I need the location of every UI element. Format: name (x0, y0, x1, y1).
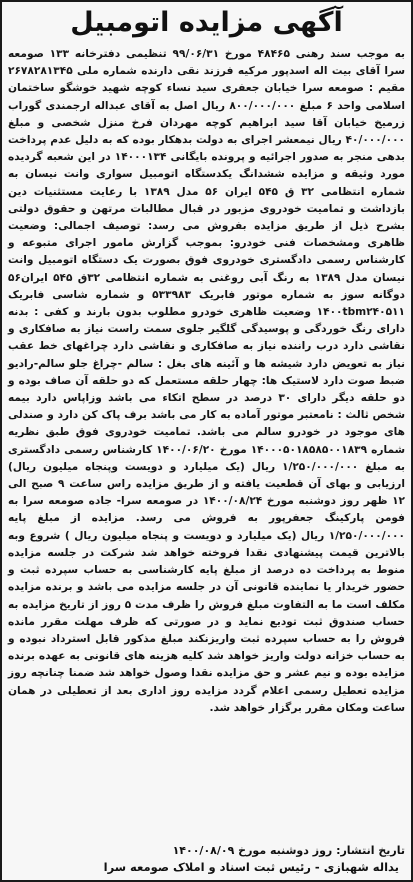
signature-line: یداله شهبازی - رئیس ثبت اسناد و املاک صومعه سرا (103, 860, 399, 874)
notice-footer (8, 842, 405, 876)
notice-body-text: به موجب سند رهنی ۴۸۴۶۵ مورخ ۹۹/۰۶/۳۱ تنظیمی دفترخانه ۱۳۳ صومعه سرا آقای بیت اله اسدپور مرکیه فرزند نقی دارنده شماره ملی ۲۶۷۸۲۸۱۳۴۵ مقیم : صومعه سرا خیابان جعفری سید نساء کوچه شهید خوشگو ساختمان اسلامی واحد ۶ مبلغ ۸۰۰/۰۰۰/۰۰۰ ریال اصل به آقای عبداله ارجمندی گوراب زرمیخ خیابان آقا سید ابراهیم کوچه مهردان فرخ منزل شخصی و مبلغ ۴۰/۰۰۰/۰۰۰ ریال نیمعشر اجرای به دولت بدهکار بوده که به دلیل عدم پرداخت بدهی منجر به صدور اجرائیه و پرونده بایگانی ۱۴۰۰۰۱۳۴ در این شعبه گردیده مورد وثیقه و مزایده ششدانگ یکدستگاه اتومبیل سواری وانت نیسان به شماره انتظامی ۳۲ ق ۵۴۵ ایران ۵۶ مدل ۱۳۸۹ با رعایت مستثنیات دین بازداشت و تمامیت خودروی مزبور در قبال مطالبات مرتهن و حقوق دولتی بشرح ذیل از طریق مزایده بفروش می رسد: توصیف اجمالی: وضعیت ظاهری ومشخصات فنی خودرو: بموجب گزارش مامور اجرای متبوعه و کارشناس رسمی دادگستری خودروی فوق بصورت یک دستگاه اتومبیل وانت نیسان مدل ۱۳۸۹ به رنگ آبی روغنی به شماره انتظامی ۳۲ق ۵۴۵ ایران۵۶ دوگانه سوز به شماره موتور فابریک ۵۳۳۹۸۳ و شماره شاسی فابریک ۱۴۰۰tbm۲۴۰۵۱۱ وضعیت ظاهری خودرو مطلوب بدون بارند و کفی : بدنه دارای رنگ خوردگی و پوسیدگی گلگیر جلوی سمت راست نیاز به صافکاری و نقاشی دارد درب راننده نیاز به صافکاری و نقاشی دارد چراغهای خط عقب نیاز به تعویض دارد شیشه ها و آئینه های بغل : سالم -چراغ جلو سالم-رادیو ضبط صوت دارد لاستیک ها: چهار حلقه مستعمل که دو حلقه آن صاف بوده و دو حلقه دیگر دارای ۳۰ درصد در سطح اتکاء می باشد وزاپاس دارد بیمه شخص ثالث : نامعتبر موتور آماده به کار می باشد برف پاک کن دارد و صندلی های موجود در خودرو سالم می باشد. تمامیت خودروی فوق طبق نظریه شماره ۱۴۰۰۰۵۰۱۸۵۸۵۰۰۱۸۳۹ مورخ ۱۴۰۰/۰۶/۲۰ کارشناس رسمی دادگستری به مبلغ ۱/۲۵۰/۰۰۰/۰۰۰ ریال (یک میلیارد و دویست وپنجاه میلیون ریال) ارزیابی و بهای آن قطعیت یافته و از طریق مزایده راس ساعت ۹ صبح الی ۱۲ ظهر روز دوشنبه مورخ ۱۴۰۰/۰۸/۲۴ در صومعه سرا- جاده صومعه سرا به فومن پارکینگ جعفرپور به فروش می رسد. مزایده از مبلغ پایه ۱/۲۵۰/۰۰۰/۰۰۰ ریال (یک میلیارد و دویست و پنجاه میلیون ریال ) شروع وبه بالاترین قیمت پیشنهادی نقدا فروخته خواهد شد شرکت در جلسه مزایده منوط به پرداخت ده درصد از مبلغ پایه کارشناسی به حساب سپرده ثبت و حضور خریدار یا نماینده قانونی آن در جلسه مزایده می باشد و برنده مزایده مکلف است ما به التفاوت مبلغ فروش را ظرف مدت ۵ روز از تاریخ مزایده به حساب صندوق ثبت تودیع نماید و در صورتی که ظرف مهلت مقرر مانده فروش را به حساب سپرده ثبت واریزنکند مبلغ مذکور قابل استرداد نبوده و به حساب خزانه دولت واریز خواهد شد کلیه هزینه های قانونی به عهده برنده مزایده بوده و نیم عشر و حق مزایده نقدا وصول خواهد شد ضمنا چنانچه روز مزایده تعطیل رسمی اعلام گردد مزایده روز اداری بعد از تعطیلی در همان ساعت ومکان مقرر برگزار خواهد شد. (8, 48, 406, 714)
notice-body (8, 46, 405, 717)
publication-date: تاریخ انتشار: روز دوشنبه مورخ ۱۴۰۰/۰۸/۰۹ (172, 844, 405, 857)
notice-title: آگهی مزایده اتومبیل (70, 7, 343, 38)
